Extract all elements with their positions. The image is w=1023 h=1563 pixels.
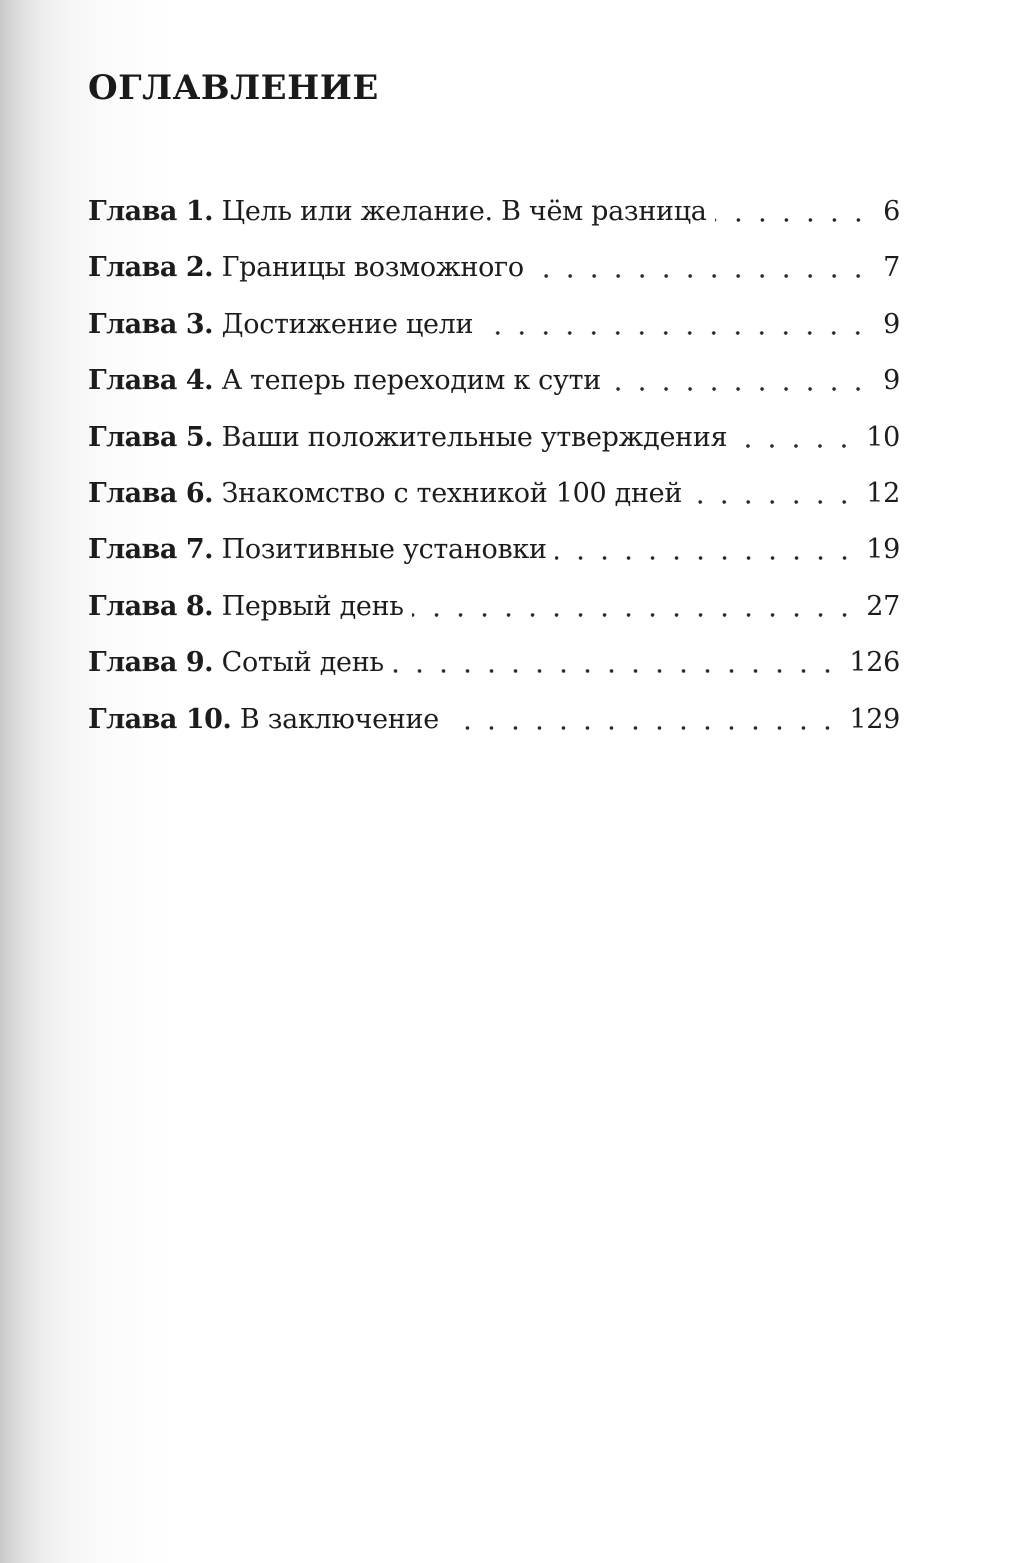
dot-leader [532, 248, 870, 278]
page-number: 9 [883, 365, 900, 397]
chapter-number: Глава 7. [88, 534, 214, 566]
chapter-title: Знакомство с техникой 100 дней [221, 477, 683, 509]
toc-entry [88, 190, 900, 246]
page-number: 126 [849, 647, 900, 679]
chapter-title: Сотый день [221, 647, 384, 679]
toc-entry [88, 359, 900, 415]
dot-leader [447, 700, 839, 730]
page-number: 12 [866, 477, 900, 509]
chapter-number: Глава 10. [88, 703, 232, 735]
page-number: 7 [883, 252, 900, 284]
chapter-title: Цель или желание. В чём разница [221, 196, 707, 227]
chapter-number: Глава 8. [88, 590, 214, 622]
page-number: 9 [883, 308, 900, 340]
toc-entry [88, 416, 900, 472]
chapter-number: Глава 9. [88, 647, 214, 679]
page-number: 10 [866, 421, 900, 453]
chapter-number: Глава 6. [88, 477, 214, 509]
page-number: 19 [866, 534, 900, 566]
toc-entry [88, 698, 900, 754]
dot-leader [609, 361, 870, 391]
chapter-title: Ваши положительные утверждения [221, 421, 728, 453]
dot-leader [481, 305, 870, 335]
chapter-title: Позитивные установки [221, 534, 547, 566]
toc-heading: ОГЛАВЛЕНИЕ [88, 68, 379, 108]
toc-entry [88, 246, 900, 302]
toc-list [88, 190, 900, 754]
chapter-title: Первый день [221, 590, 404, 622]
page-number: 129 [849, 703, 900, 735]
dot-leader [690, 474, 856, 504]
dot-leader [392, 643, 840, 673]
chapter-number: Глава 4. [88, 365, 214, 397]
dot-leader [412, 587, 857, 617]
page-number: 27 [866, 590, 900, 622]
dot-leader [555, 530, 857, 560]
chapter-title: Границы возможного [221, 252, 524, 284]
toc-entry [88, 472, 900, 528]
chapter-number: Глава 2. [88, 252, 214, 284]
chapter-number: Глава 1. [88, 196, 214, 227]
chapter-title: В заключение [239, 703, 439, 735]
toc-entry [88, 641, 900, 697]
chapter-number: Глава 5. [88, 421, 214, 453]
toc-entry [88, 303, 900, 359]
dot-leader [735, 418, 856, 448]
toc-entry [88, 585, 900, 641]
chapter-title: Достижение цели [221, 308, 474, 340]
page-number: 6 [883, 196, 900, 227]
chapter-number: Глава 3. [88, 308, 214, 340]
dot-leader [715, 192, 870, 222]
chapter-title: А теперь переходим к сути [221, 365, 601, 397]
toc-entry [88, 528, 900, 584]
